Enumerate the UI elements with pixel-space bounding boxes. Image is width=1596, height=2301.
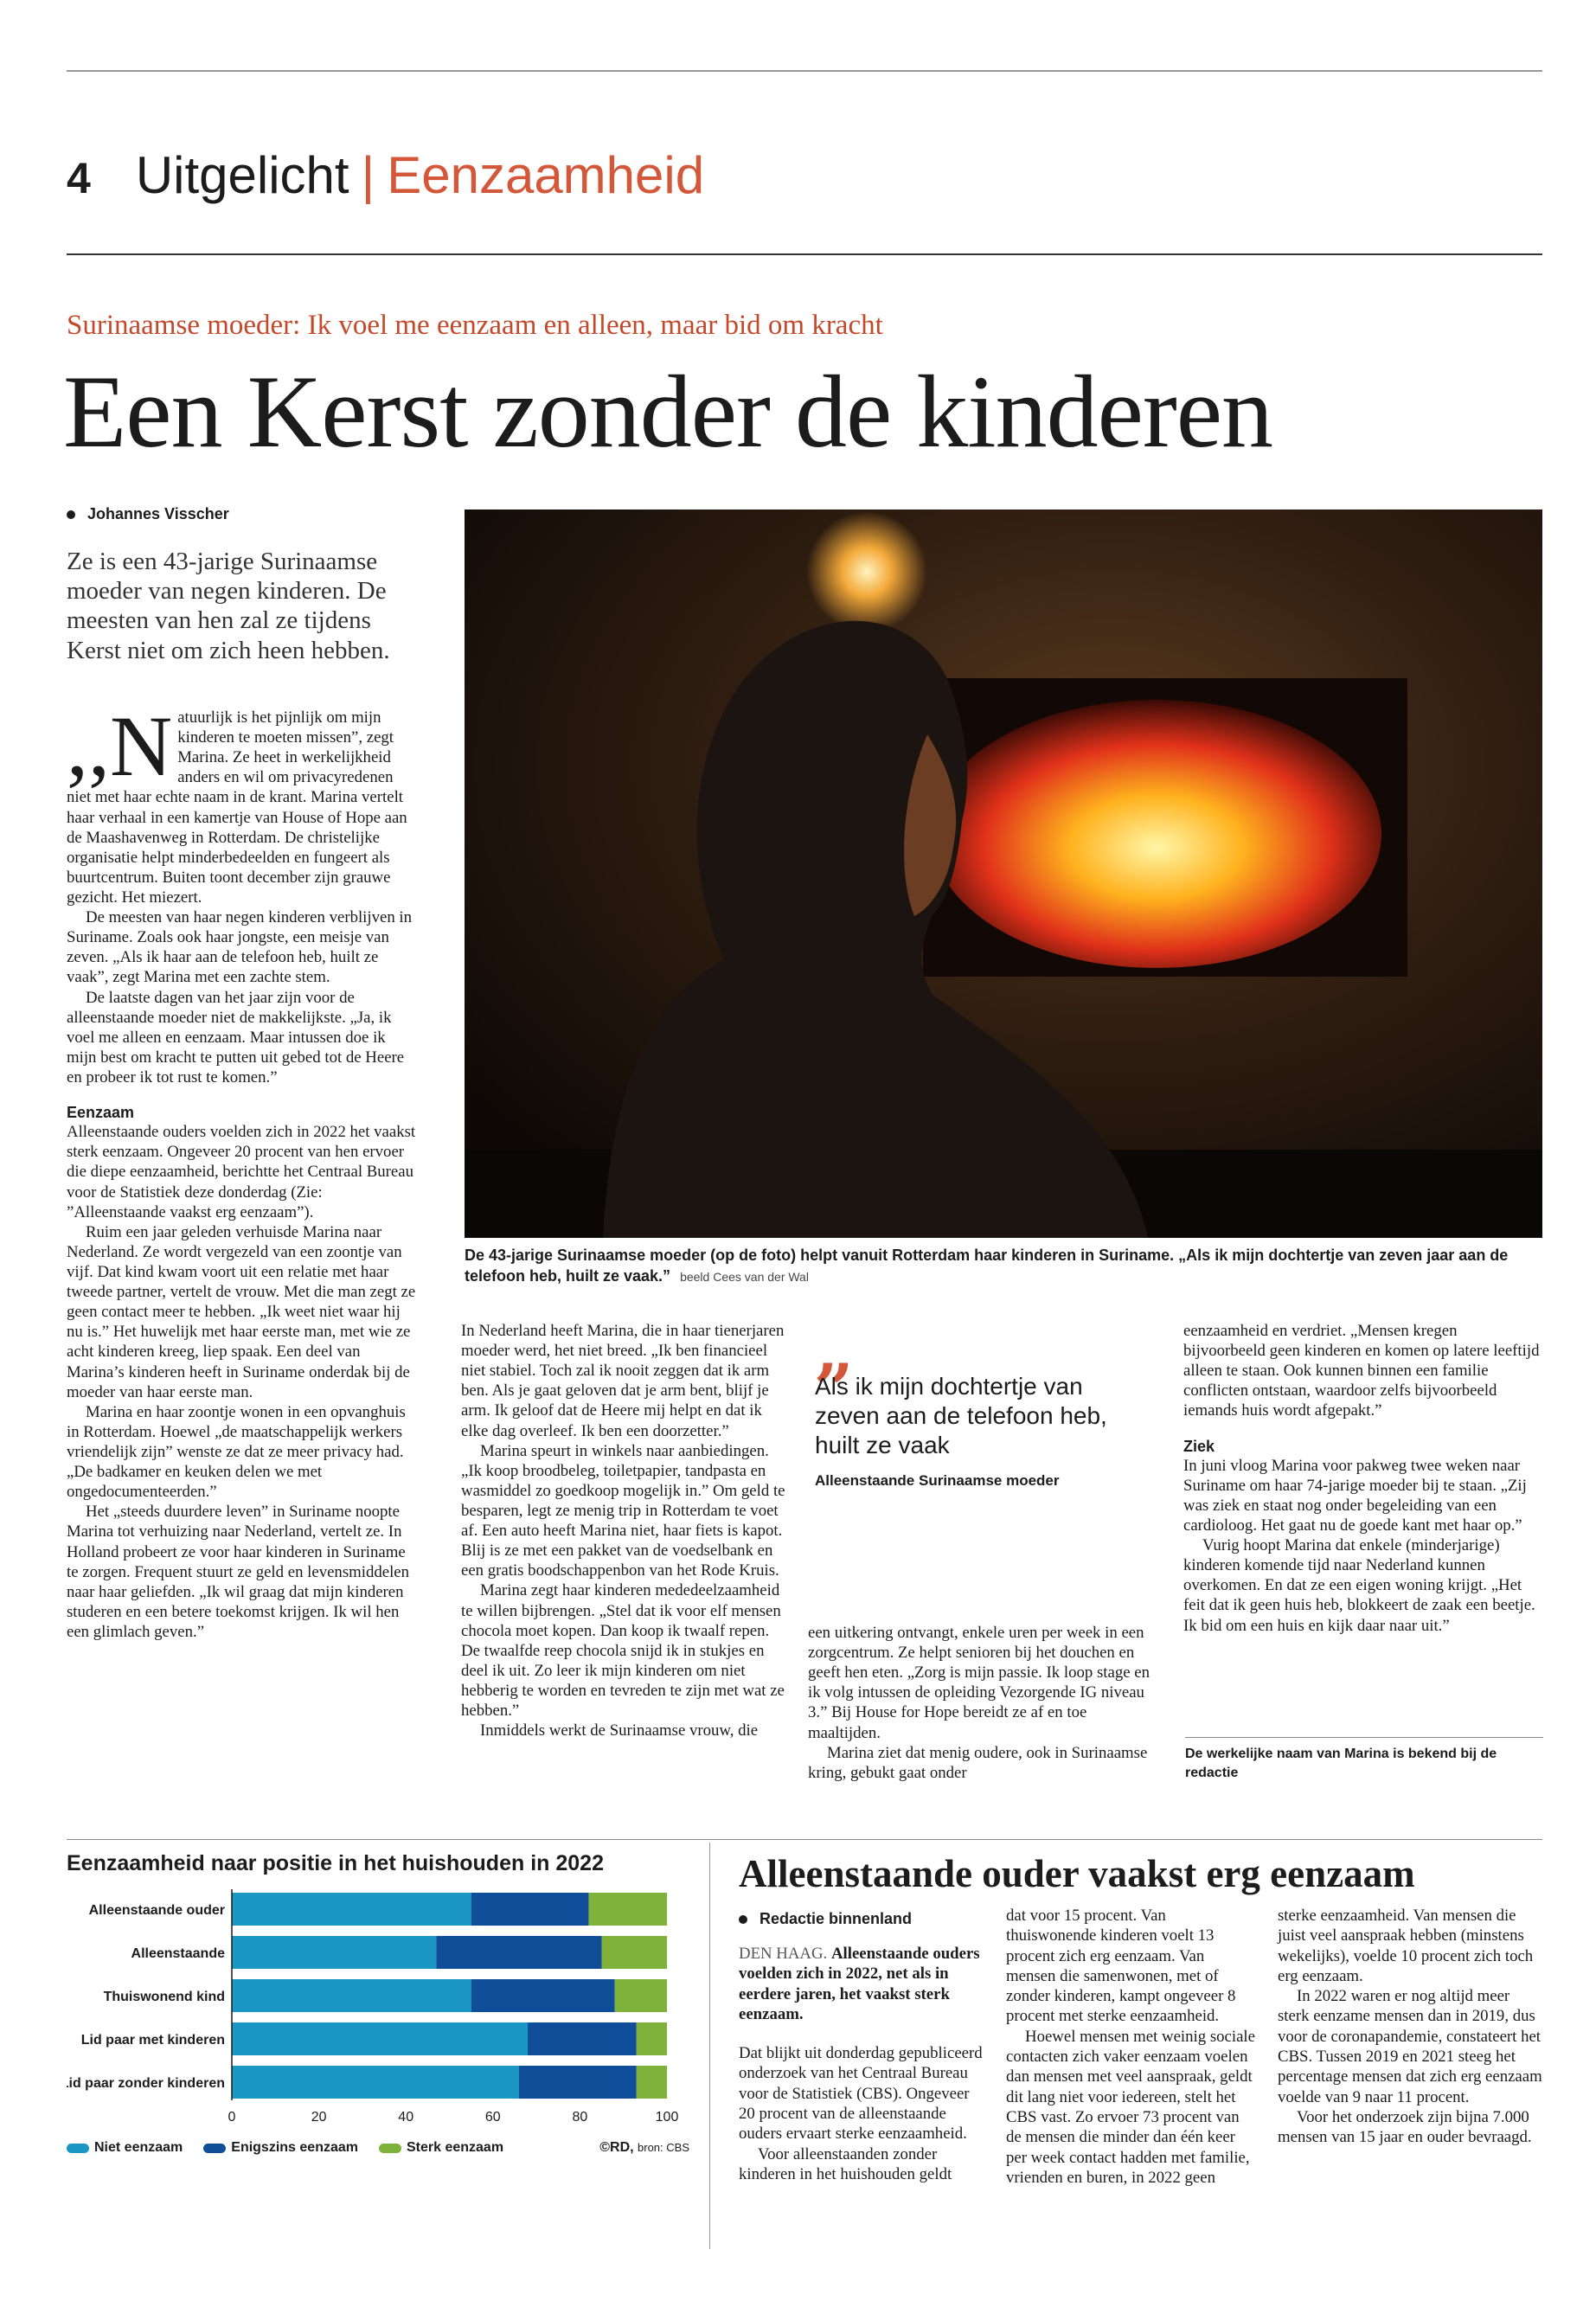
paragraph: Ruim een jaar geleden verhuisde Marina naar Nederland. Ze wordt vergezeld van een zoontje van vijf. Dat kind kwam voort uit een relatie met haar tweede partner, vertelt de vrouw. Met die man zegt ze geen contact meer te hebben. „Ik weet niet waar hij nu is.” Het huwelijk met haar eerste man, met wie ze acht kinderen kreeg, liep spaak. Een deel van Marina’s kinderen heeft in Suriname onderdak bij de moeder van haar eerste man. [67,1222,416,1401]
category-label: Lid paar zonder kinderen [67,2076,225,2091]
first-paragraph-text: atuurlijk is het pijnlijk om mijn kinderen te moeten missen”, zegt Marina. Ze heet in werkelijkheid anders en wil om privacyredenen niet met haar echte naam in de krant. Marina vertelt haar verhaal in een kamertje van House of Hope aan de Maashavenweg in Rotterdam. De christelijke organisatie helpt minderbedeelden en fungeert als buurtcentrum. Buiten toont december zijn grauwe gezicht. Het miezert. [67,708,407,907]
paragraph: In 2022 waren er nog altijd meer sterk eenzame mensen dan in 2019, dus voor de coronapandemie, constateert het CBS. Tussen 2019 en 2021 steeg het percentage mensen dat zich erg eenzaam voelde van 9 naar 11 procent. [1278,1987,1542,2106]
paragraph: In Nederland heeft Marina, die in haar tienerjaren moeder werd, het niet breed. „Ik ben financieel niet stabiel. Toch zal ik nooit zeggen dat ik arm ben. Als je gaat geloven dat je arm bent, blijf je arm. Ik geloof dat de Heere mij helpt en dat ik elke dag overleef. Ik ben een doorzetter.” [461,1322,785,1440]
byline-bullet [67,510,75,519]
lead-paragraph [739,1944,985,2024]
legend-item-enigszins-eenzaam [203,2140,358,2156]
legend-label: Enigszins eenzaam [231,2140,358,2155]
quote-source: Alleenstaande Surinaamse moeder [815,1472,1060,1490]
x-tick-label: 20 [311,2110,327,2125]
paragraph: Voor alleenstaanden zonder kinderen in het huishouden geldt [739,2144,952,2183]
paragraph: Voor het onderzoek zijn bijna 7.000 mensen van 15 jaar en ouder bevraagd. [1278,2107,1532,2147]
page-number: 4 [67,154,91,202]
bar-segment [471,1893,589,1926]
category-label: Thuiswonend kind [103,1990,225,2004]
legend-label: Sterk eenzaam [406,2140,504,2155]
article-column-3 [808,1623,1158,1783]
bar-segment [436,1936,601,1969]
section-divider: | [361,146,375,204]
dateline: DEN HAAG. [739,1945,828,1963]
paragraph: Het „steeds duurdere leven” in Suriname noopte Marina tot verhuizing naar Nederland, vertelt ze. In Holland probeert ze voor haar kinderen in Suriname te zorgen. Frequent stuurt ze geld en levensmiddelen naar haar geliefden. „Ik wil graag dat mijn kinderen studeren en een betere toekomst krijgen. Ik wil hen een glimlach geven.” [67,1503,410,1641]
x-tick-label: 100 [655,2110,679,2125]
stacked-bar-chart [67,1886,689,2145]
lead-text: Alleenstaande ouders voelden zich in 2022, net als in eerdere jaren, het vaakst sterk eenzaam. [739,1945,980,2023]
chart-copyright: ©RD, [599,2140,634,2155]
photo-caption [465,1246,1542,1287]
side-column-3 [1278,1906,1542,2148]
paragraph: Vurig hoopt Marina dat enkele (minderjarige) kinderen komende tijd naar Nederland kunnen overkomen. En dat ze een eigen woning krijgt. „Het feit dat ik geen huis heb, blokkeert de zaak een beetje. Ik bid om een huis en kijk daar naar uit.” [1183,1536,1535,1635]
paragraph: Marina ziet dat menig oudere, ook in Surinaamse kring, gebukt gaat onder [808,1743,1148,1782]
subheading-eenzaam: Eenzaam [67,1104,135,1122]
quote-mark-icon: „ [815,1309,856,1390]
paragraph: een uitkering ontvangt, enkele uren per week in een zorgcentrum. Ze helpt senioren bij het douchen en geeft hen eten. „Zorg is mijn passie. Ik loop stage en ik volg intussen de opleiding Vezorgende IG niveau 3.” Bij House for Hope bereidt ze af en toe maaltijden. [808,1624,1150,1742]
header-rule [67,253,1542,255]
x-tick-label: 0 [228,2110,236,2125]
x-tick-label: 40 [398,2110,414,2125]
article-kicker: Surinaamse moeder: Ik voel me eenzaam en alleen, maar bid om kracht [67,310,883,341]
byline-author: Johannes Visscher [87,505,229,522]
byline-author: Redactie binnenland [760,1910,913,1927]
quote-text: Als ik mijn dochtertje van zeven aan de telefoon heb, huilt ze vaak [815,1373,1107,1459]
section-name: Uitgelicht [135,146,349,204]
legend-item-sterk-eenzaam [379,2140,503,2156]
subheading-ziek: Ziek [1183,1437,1215,1455]
editorial-note: De werkelijke naam van Marina is bekend bij de redactie [1185,1737,1543,1782]
paragraph: Dat blijkt uit donderdag gepubliceerd onderzoek van het Centraal Bureau voor de Statistiek (CBS). Ongeveer 20 procent van de alleenstaande ouders ervaart sterke eenzaamheid. [739,2044,983,2144]
article-column-4 [1183,1321,1542,1636]
category-label: Lid paar met kinderen [80,2033,225,2048]
paragraph: Marina en haar zoontje wonen in een opvanghuis in Rotterdam. Hoewel „de maatschappelijk werkers vriendelijk zijn” wenste ze dat ze meer privacy had. „De badkamer en keuken delen we met ongedocumenteerden.” [67,1402,406,1502]
section-topic: Eenzaamheid [387,146,705,204]
side-article-headline: Alleenstaande ouder vaakst erg eenzaam [739,1852,1415,1895]
bar-segment [615,1979,667,2012]
bar-segment [232,1979,471,2012]
chart-source-text: bron: CBS [638,2141,689,2154]
article-photo [465,510,1542,1238]
bar-segment [602,1936,667,1969]
drop-cap: ,,N [67,698,173,794]
first-paragraph [67,698,417,907]
legend-swatch [67,2144,89,2153]
photo-image [465,510,1542,1238]
paragraph: dat voor 15 procent. Van thuiswonende kinderen voelt 13 procent zich erg eenzaam. Van mensen die samenwonen, met of zonder kinderen, kampt ongeveer 8 procent met sterke eenzaamheid. [1006,1907,1236,2026]
bar-segment [232,2022,528,2055]
column-divider [709,1843,710,2249]
article-headline: Een Kerst zonder de kinderen [63,354,1273,469]
paragraph: eenzaamheid en verdriet. „Mensen kregen bijvoorbeeld geen kinderen en komen op latere leeftijd alleen te staan. Ook kunnen binnen een familie conflicten ontstaan, waardoor zelfs bijvoorbeeld iemands huis wordt afgepakt.” [1183,1322,1540,1420]
bar-segment [232,1893,471,1926]
chart-title: Eenzaamheid naar positie in het huishouden in 2022 [67,1851,604,1875]
paragraph: Alleenstaande ouders voelden zich in 2022 het vaakst sterk eenzaam. Ongeveer 20 procent van hen ervoer die diepe eenzaamheid, berichtte het Centraal Bureau voor de Statistiek deze donderdag (Zie: ”Alleenstaande vaakst erg eenzaam”). [67,1123,416,1221]
bar-segment [471,1979,615,2012]
legend-label: Niet eenzaam [94,2140,183,2155]
category-label: Alleenstaande ouder [88,1903,225,1918]
paragraph: sterke eenzaamheid. Van mensen die juist veel aanspraak hebben (minstens wekelijks), voelde 10 procent zich toch erg eenzaam. [1278,1907,1534,1985]
article-column-1 [67,698,417,1642]
bar-segment [637,2022,667,2055]
bar-segment [588,1893,667,1926]
category-label: Alleenstaande [131,1946,225,1961]
side-article-byline [739,1910,912,1928]
article-column-2 [461,1321,788,1740]
legend-swatch [203,2144,226,2153]
bar-segment [528,2022,637,2055]
bar-segment [637,2066,667,2099]
paragraph: Inmiddels werkt de Surinaamse vrouw, die [480,1721,759,1740]
bar-segment [232,1936,436,1969]
top-rule [67,70,1542,72]
side-column-1 [739,1944,985,2184]
paragraph: De meesten van haar negen kinderen verblijven in Suriname. Zoals ook haar jongste, een meisje van zeven. „Als ik haar aan de telefoon heb, huilt ze vaak”, zegt Marina met een zachte stem. [67,908,413,987]
side-column-2 [1006,1906,1257,2188]
article-intro: Ze is een 43-jarige Surinaamse moeder van negen kinderen. De meesten van hen zal ze tijdens Kerst niet om zich heen hebben. [67,548,390,664]
caption-text: De 43-jarige Surinaamse moeder (op de foto) helpt vanuit Rotterdam haar kinderen in Suriname. „Als ik mijn dochtertje van zeven jaar aan de telefoon heb, huilt ze vaak.” [465,1247,1509,1285]
paragraph: Marina speurt in winkels naar aanbiedingen. „Ik koop broodbeleg, toiletpapier, tandpasta en wasmiddel zo goedkoop mogelijk in.” Om geld te besparen, legt ze menig trip in Rotterdam te voet af. Een auto heeft Marina niet, haar fiets is kapot. Blij is ze met een pakket van de voedselbank en een gratis boodschappenbon van het Rode Kruis. [461,1441,785,1580]
paragraph: Hoewel mensen met weinig sociale contacten zich vaker eenzaam voelen dan mensen met veel aanspraak, geldt dit lang niet voor iedereen, stelt het CBS vast. Zo ervoer 73 procent van de mensen die minder dan één keer per week contact hadden met familie, vrienden en buren, in 2022 geen [1006,2027,1255,2187]
paragraph: De laatste dagen van het jaar zijn voor de alleenstaande moeder niet de makkelijkste. „Ja, ik voel me alleen en eenzaam. Maar intussen doe ik mijn best om kracht te putten uit gebed tot de Heere en probeer ik tot rust te komen.” [67,988,405,1086]
byline-bullet [739,1915,747,1924]
paragraph: In juni vloog Marina voor pakweg twee weken naar Suriname om haar 74-jarige moeder bij te staan. „Zij was ziek en staat nog onder begeleiding van een cardioloog. Het gaat nu de goede kant met haar op.” [1183,1456,1527,1535]
article-byline [67,505,229,523]
pull-quote [815,1309,1135,1490]
x-tick-label: 80 [572,2110,588,2125]
bar-segment [519,2066,637,2099]
page-header [67,145,704,206]
x-tick-label: 60 [484,2110,501,2125]
bottom-rule [67,1839,1542,1840]
chart-area [67,1886,689,2145]
paragraph: Marina zegt haar kinderen mededeelzaamheid te willen bijbrengen. „Stel dat ik voor elf mensen chocola moet kopen. Dan koop ik twaalf repen. De twaalfde reep chocola snijd ik in stukjes en deel ik uit. Zo leer ik mijn kinderen om niet hebberig te worden en tevreden te zijn met wat ze hebben.” [461,1581,785,1721]
legend-swatch [379,2144,401,2153]
bar-segment [232,2066,519,2099]
chart-legend [67,2140,689,2156]
chart-source [599,2140,689,2156]
legend-item-niet-eenzaam [67,2140,183,2156]
photo-credit: beeld Cees van der Wal [680,1269,809,1284]
